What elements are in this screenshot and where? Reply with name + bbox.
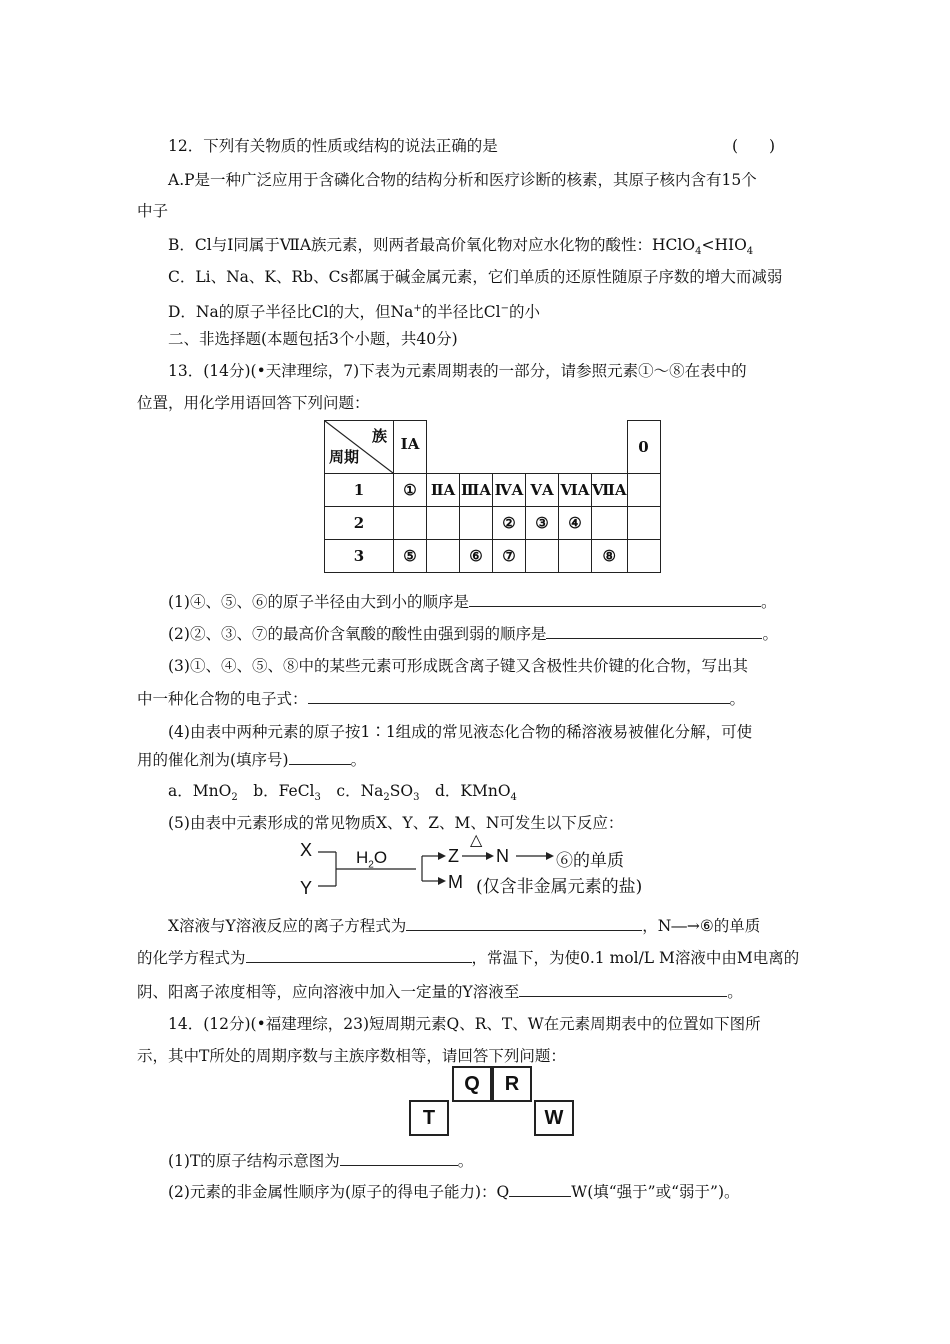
heat-symbol: △	[470, 832, 483, 849]
answer-blank[interactable]	[469, 590, 761, 607]
q12-option-a-cont: 中子	[137, 202, 169, 220]
period-cell: 2	[325, 507, 394, 540]
col-IA: ⅠA	[394, 421, 427, 474]
table-gap	[427, 421, 628, 474]
period-cell: 3	[325, 540, 394, 573]
element-box-r: R	[492, 1066, 532, 1102]
q12-option-d: D．Na的原子半径比Cl的大，但Na+的半径比Cl−的小	[168, 303, 540, 322]
species-n: N	[496, 846, 509, 866]
q13-part5-a: X溶液与Y溶液反应的离子方程式为 ，N―→⑥的单质	[168, 914, 760, 937]
cell	[559, 540, 592, 573]
q13-part5-c: 阴、阳离子浓度相等，应向溶液中加入一定量的Y溶液至 。	[137, 980, 743, 1003]
section-heading: 二、非选择题(本题包括3个小题，共40分)	[168, 330, 458, 348]
table-row	[325, 540, 661, 573]
cell: ⅦA	[592, 474, 628, 507]
cell	[627, 474, 660, 507]
periodic-table	[324, 420, 661, 573]
product-element-6: ⑥的单质	[556, 851, 624, 871]
element-box-q: Q	[452, 1066, 492, 1102]
q13-part1: (1)④、⑤、⑥的原子半径由大到小的顺序是 。	[168, 590, 776, 613]
answer-blank[interactable]	[509, 1180, 571, 1197]
reaction-scheme	[298, 834, 698, 900]
cell: ④	[559, 507, 592, 540]
q13-part4-cont: 用的催化剂为(填序号) 。	[137, 748, 366, 771]
answer-blank[interactable]	[340, 1149, 458, 1166]
cell	[427, 540, 460, 573]
q13-part4: (4)由表中两种元素的原子按1∶1组成的常见液态化合物的稀溶液易被催化分解，可使	[168, 723, 753, 741]
species-x: X	[300, 840, 313, 860]
q13-part5-b: 的化学方程式为 ，常温下，为使0.1 mol/L M溶液中由M电离的	[137, 946, 799, 969]
water-label: $H_2O$	[356, 848, 388, 871]
answer-blank[interactable]	[308, 687, 730, 704]
answer-blank[interactable]	[289, 748, 351, 765]
species-y: Y	[300, 878, 313, 898]
cell: ⑧	[592, 540, 628, 573]
q13-part2: (2)②、③、⑦的最高价含氧酸的酸性由强到弱的顺序是 。	[168, 622, 778, 645]
q14-stem-cont: 示，其中T所处的周期序数与主族序数相等，请回答下列问题：	[137, 1047, 566, 1065]
cell: ⅥA	[559, 474, 592, 507]
cell	[627, 507, 660, 540]
q13-stem: 13．(14分)(•天津理综，7)下表为元素周期表的一部分，请参照元素①～⑧在表中的	[168, 362, 747, 380]
cell: ③	[526, 507, 559, 540]
element-box-t: T	[409, 1100, 449, 1136]
cell	[394, 507, 427, 540]
cell	[627, 540, 660, 573]
answer-blank[interactable]	[519, 980, 727, 997]
q14-stem: 14．(12分)(•福建理综，23)短周期元素Q、R、T、W在元素周期表中的位置如下图所	[168, 1015, 761, 1033]
cell	[526, 540, 559, 573]
q13-part4-options: a．MnO$_2$ b．FeCl$_3$ c．$Na_2SO_3$ d．KMnO$_4$	[168, 782, 517, 804]
cell: ②	[493, 507, 526, 540]
header-period: 周期	[329, 448, 360, 466]
q13-stem-cont: 位置，用化学用语回答下列问题：	[137, 394, 370, 412]
cell	[460, 507, 493, 540]
period-cell: 1	[325, 474, 394, 507]
cell: ⑦	[493, 540, 526, 573]
salt-note: (仅含非金属元素的盐)	[476, 877, 643, 897]
q12-stem: 12．下列有关物质的性质或结构的说法正确的是	[168, 137, 498, 155]
answer-blank[interactable]	[546, 622, 762, 639]
q14-part1: (1)T的原子结构示意图为 。	[168, 1149, 473, 1172]
species-m: M	[448, 872, 463, 892]
cell: ⅤA	[526, 474, 559, 507]
table-row	[325, 474, 661, 507]
answer-blank[interactable]	[406, 914, 642, 931]
q13-part3-cont: 中一种化合物的电子式： 。	[137, 687, 745, 710]
q14-part2: (2)元素的非金属性顺序为(原子的得电子能力)：Q W(填“强于”或“弱于”)。	[168, 1180, 740, 1203]
cell	[427, 507, 460, 540]
cell: ⅢA	[460, 474, 493, 507]
element-box-w: W	[534, 1100, 574, 1136]
cell: ⑤	[394, 540, 427, 573]
answer-blank[interactable]	[246, 946, 472, 963]
q13-part5: (5)由表中元素形成的常见物质X、Y、Z、M、N可发生以下反应：	[168, 814, 624, 832]
cell: ⅡA	[427, 474, 460, 507]
species-z: Z	[448, 846, 459, 866]
q13-part3: (3)①、④、⑤、⑧中的某些元素可形成既含离子键又含极性共价键的化合物，写出其	[168, 657, 748, 675]
cell: ⑥	[460, 540, 493, 573]
q12-option-a: A.P是一种广泛应用于含磷化合物的结构分析和医疗诊断的核素，其原子核内含有15个	[168, 171, 757, 189]
cell	[592, 507, 628, 540]
table-header-corner	[325, 421, 394, 474]
cell: ⅣA	[493, 474, 526, 507]
cell: ①	[394, 474, 427, 507]
answer-paren: ( )	[732, 137, 776, 155]
header-group: 族	[371, 427, 387, 445]
q12-option-c: C．Li、Na、K、Rb、Cs都属于碱金属元素，它们单质的还原性随原子序数的增大而减弱	[168, 268, 783, 286]
col-0: 0	[627, 421, 660, 474]
table-row	[325, 507, 661, 540]
q12-option-b: B．Cl与I同属于ⅦA族元素，则两者最高价氧化物对应水化物的酸性：$HClO_4<HIO_4$	[168, 236, 754, 258]
